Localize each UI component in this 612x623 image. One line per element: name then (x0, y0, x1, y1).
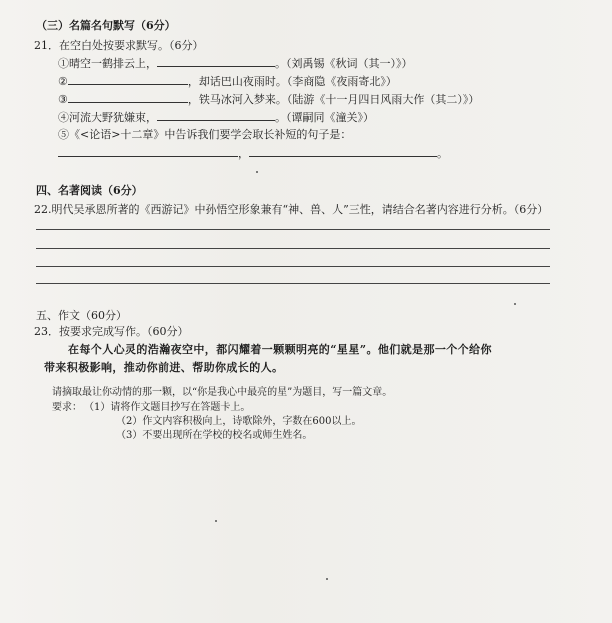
q22-answer-line-2[interactable] (36, 248, 550, 249)
q23-stem: 23．按要求完成写作。（60分） (34, 325, 189, 338)
scan-speck (326, 578, 328, 580)
q22-answer-line-3[interactable] (36, 266, 550, 267)
q21-item1 (58, 56, 413, 71)
q21-item4 (58, 110, 374, 125)
scan-speck (514, 303, 516, 305)
q21-item4-blank[interactable] (157, 110, 275, 121)
q21-stem: 21．在空白处按要求默写。（6分） (34, 39, 204, 52)
q21-item2-num: ② (58, 75, 68, 88)
q21-item1-source: 。（刘禹锡《秋词（其一）》） (275, 57, 413, 70)
q21-item1-text: ①晴空一鹤排云上， (58, 57, 157, 70)
essay-instruction: 请摘取最让你动情的那一颗，以“你是我心中最亮的星”为题目，写一篇文章。 (52, 387, 393, 398)
section4-heading: 四、名著阅读（6分） (36, 184, 143, 197)
q21-item5-period: 。 (437, 147, 448, 160)
q21-item2-text: ，却话巴山夜雨时。（李商隐《夜雨寄北》） (187, 75, 397, 88)
q21-item2 (58, 74, 397, 89)
scan-speck (256, 171, 258, 173)
q21-item5-prompt: ⑤《<论语>十二章》中告诉我们要学会取长补短的句子是： (58, 128, 352, 141)
requirements-label: 要求： (52, 402, 82, 413)
q21-item3 (58, 92, 479, 107)
essay-prompt-line-1: 在每个人心灵的浩瀚夜空中，都闪耀着一颗颗明亮的“星星”。他们就是那一个个给你 (68, 343, 492, 356)
scan-speck (215, 520, 217, 522)
q21-item5-answer (58, 146, 448, 161)
requirement-3: （3）不要出现所在学校的校名或师生姓名。 (116, 430, 313, 441)
q21-item4-text: ④河流大野犹嫌束， (58, 111, 157, 124)
requirement-1: （1）请将作文题目抄写在答题卡上。 (84, 402, 251, 413)
q22-question: 22.明代吴承恩所著的《西游记》中孙悟空形象兼有“神、兽、人”三性，请结合名著内容进行分析。（6分） (34, 203, 549, 216)
q21-item3-text: ，铁马冰河入梦来。（陆游《十一月四日风雨大作（其二）》） (187, 93, 480, 106)
q21-item5-comma: ， (238, 147, 249, 160)
q21-item5-blank-2[interactable] (249, 146, 437, 157)
section3-heading: （三）名篇名句默写（6分） (36, 19, 176, 32)
q21-item4-source: 。（谭嗣同《潼关》） (275, 111, 374, 124)
q22-answer-line-1[interactable] (36, 229, 550, 230)
essay-prompt-line-2: 带来积极影响，推动你前进、帮助你成长的人。 (44, 361, 284, 374)
q21-item1-blank[interactable] (157, 56, 275, 67)
section5-heading: 五、作文（60分） (36, 309, 127, 322)
q21-item3-num: ③ (58, 93, 68, 106)
q22-answer-line-4[interactable] (36, 283, 550, 284)
q21-item5-blank-1[interactable] (58, 146, 238, 157)
requirement-2: （2）作文内容积极向上，诗歌除外，字数在600以上。 (116, 416, 362, 427)
q21-item2-blank[interactable] (68, 74, 188, 85)
q21-item3-blank[interactable] (68, 92, 188, 103)
